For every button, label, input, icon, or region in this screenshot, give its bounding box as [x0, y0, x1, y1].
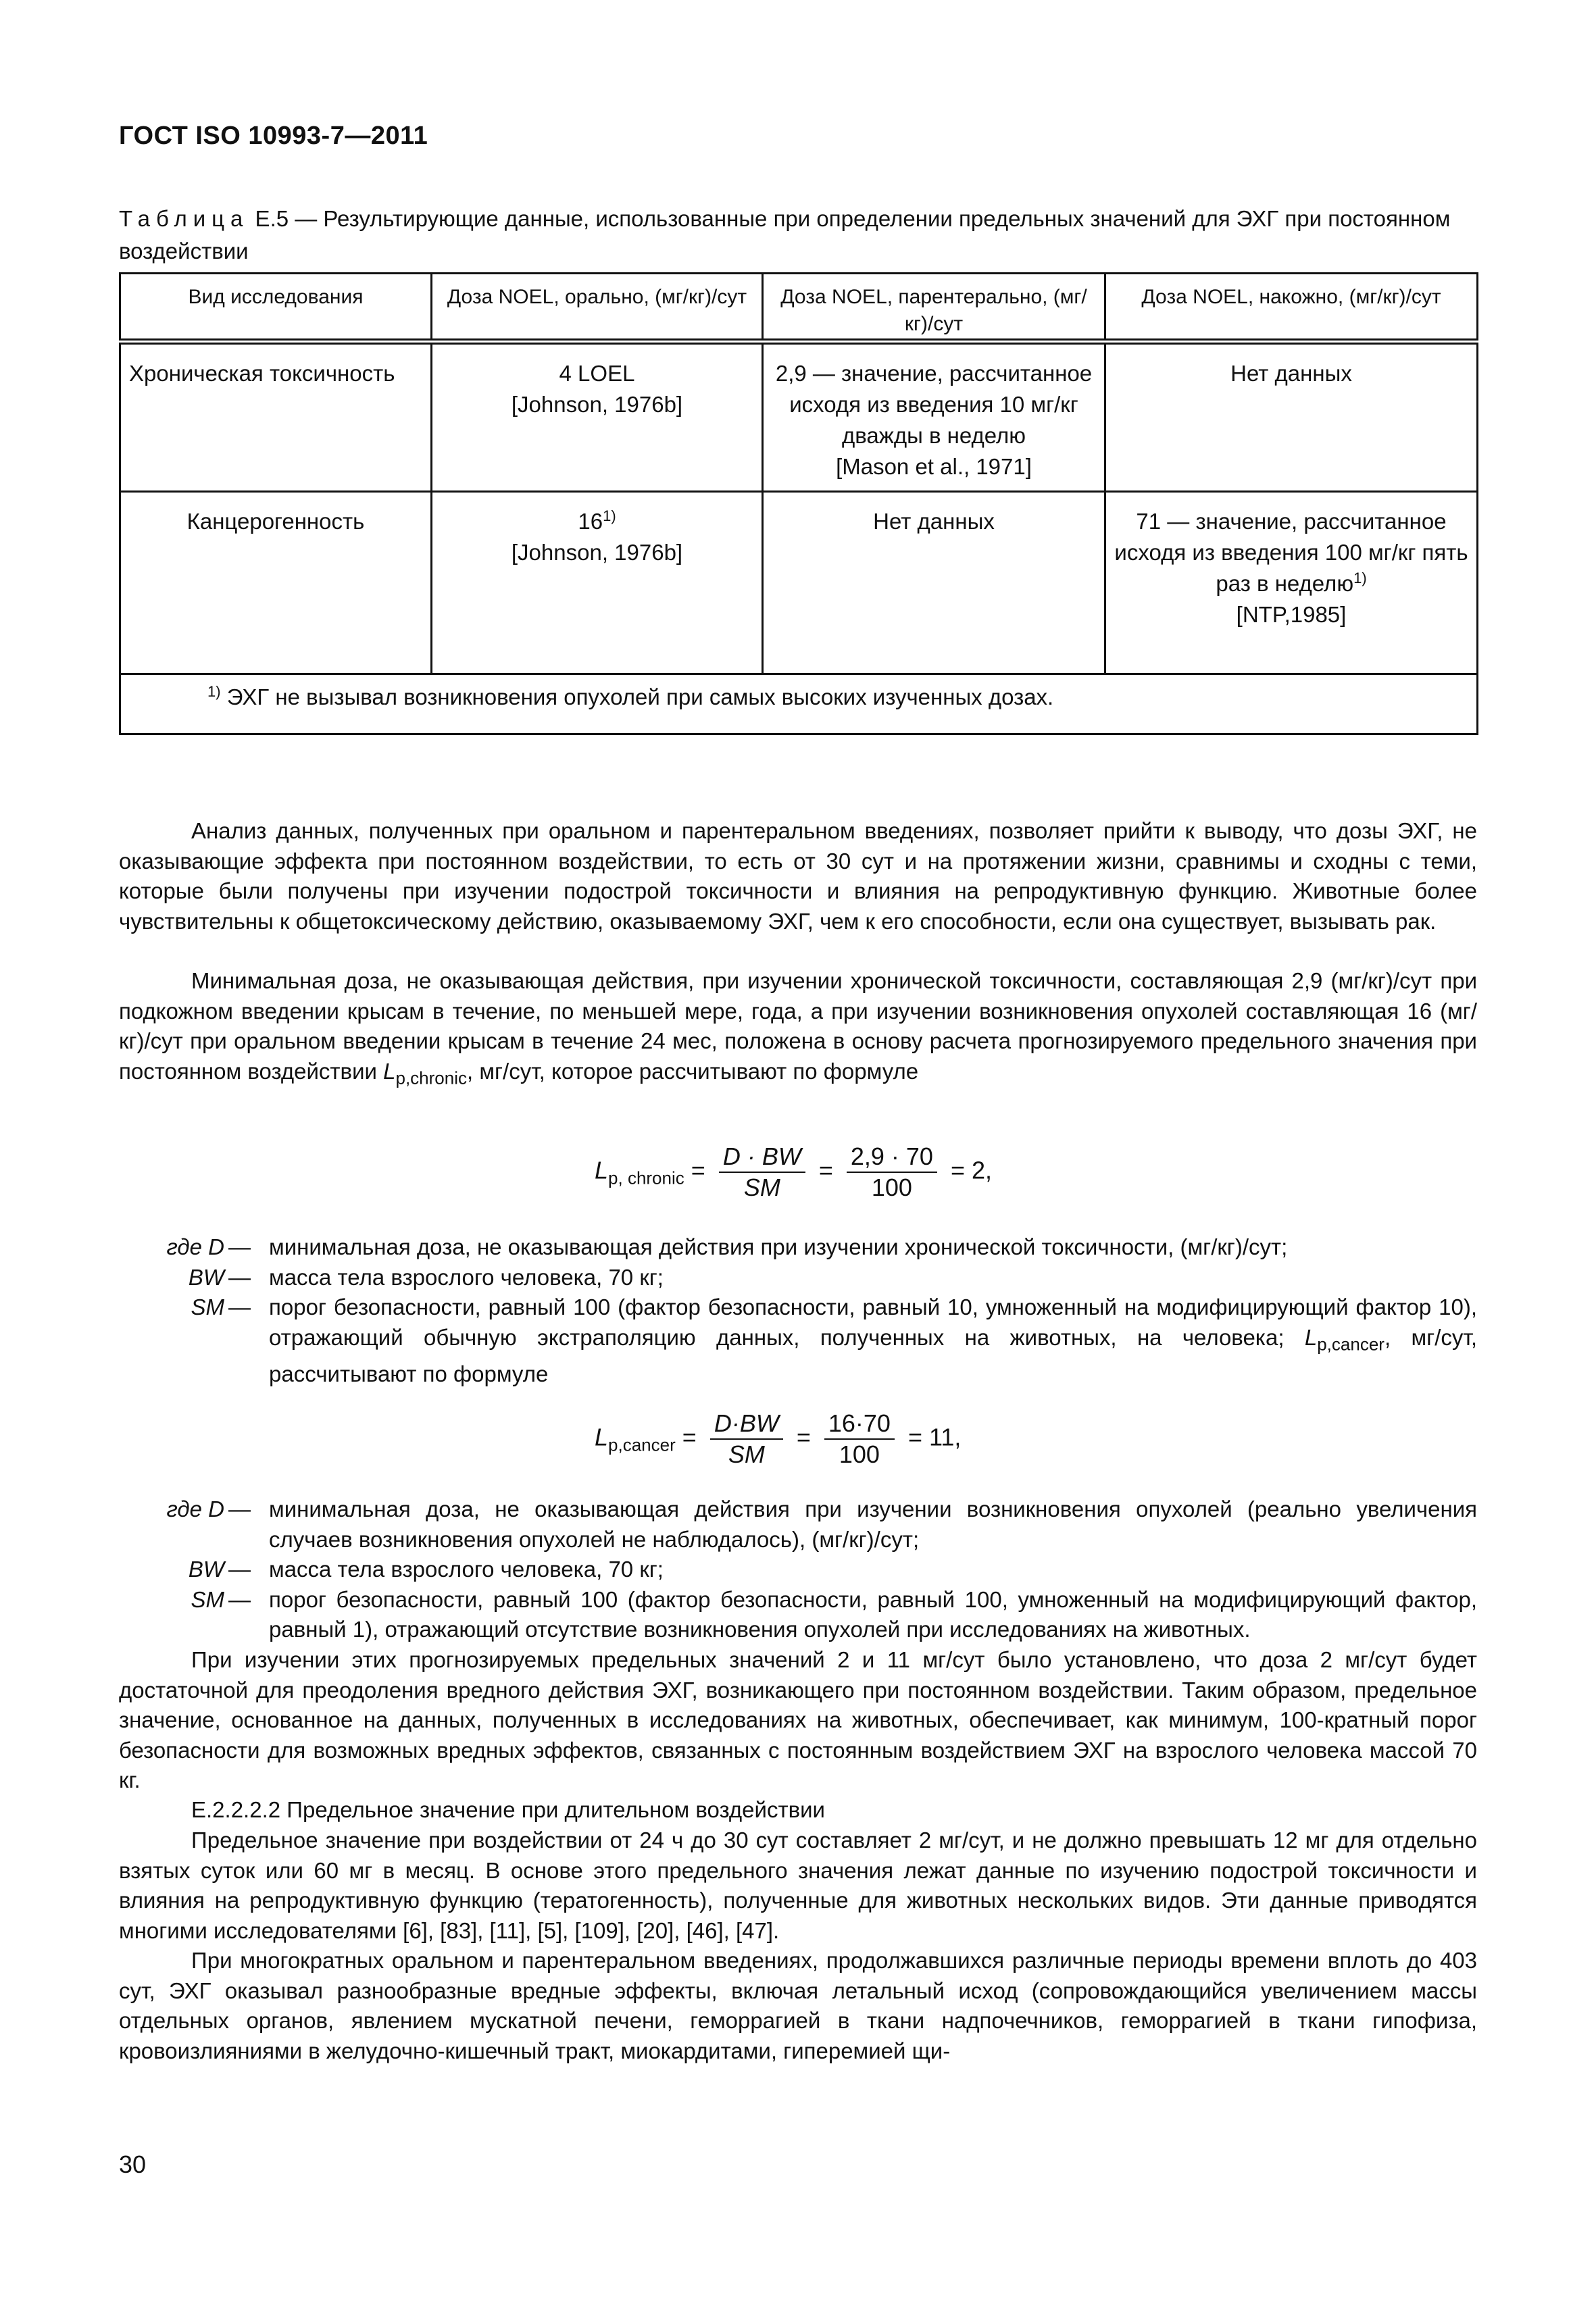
def-symbol: SM	[191, 1294, 224, 1319]
formula-num: 16·70	[824, 1409, 895, 1440]
table-row	[120, 492, 1478, 674]
paragraph-min-dose	[119, 966, 1477, 1093]
formula-lhs-sub: p, chronic	[608, 1167, 684, 1188]
page-number: 30	[119, 2150, 147, 2178]
formula-fraction	[719, 1142, 805, 1203]
cell-parenteral: Нет данных	[763, 492, 1105, 674]
formula-den: 100	[871, 1174, 912, 1201]
table-caption	[119, 203, 1477, 268]
table-footnote-row	[120, 674, 1478, 734]
caption-label: Таблица	[119, 206, 249, 231]
footnote-text: ЭХГ не вызывал возникновения опухолей при самых высоких изученных дозах.	[220, 684, 1054, 709]
cell-dermal	[1105, 492, 1478, 674]
def-dash: —	[228, 1234, 251, 1259]
footnote-ref: 1)	[1353, 570, 1367, 586]
formula-num: D·BW	[710, 1409, 783, 1440]
cell-oral	[432, 342, 763, 492]
cell-parenteral	[763, 342, 1105, 492]
def-tail-var: L	[1304, 1324, 1318, 1350]
cell-dermal-value: 71 — значение, рассчитанное исходя из введения 100 мг/кг пять раз в неделю	[1114, 509, 1468, 596]
section-heading: Е.2.2.2.2 Предельное значение при длительном воздействии	[191, 1797, 825, 1822]
formula-lhs: L	[595, 1156, 609, 1184]
def-dash: —	[228, 1294, 251, 1319]
formula-result: = 2,	[950, 1156, 993, 1184]
definitions-chronic	[119, 1232, 1477, 1389]
header-study-type: Вид исследования	[120, 274, 432, 342]
cell-oral-value: 16	[578, 509, 603, 534]
def-text: минимальная доза, не оказывающая действия при изучении возникновения опухолей (реально увеличения случаев возникновения опухолей не наблюдалось), (мг/кг)/сут;	[269, 1496, 1477, 1552]
formula-lhs-sub: p,cancer	[608, 1434, 676, 1455]
formula-den: 100	[839, 1440, 880, 1468]
def-symbol: BW	[188, 1557, 224, 1582]
formula-eq: =	[691, 1156, 705, 1184]
formula-den: SM	[743, 1174, 780, 1201]
formula-fraction	[710, 1409, 783, 1469]
formula-num: D · BW	[719, 1142, 805, 1173]
cell-dermal: Нет данных	[1105, 342, 1478, 492]
cell-oral-ref: [Johnson, 1976b]	[511, 540, 683, 565]
p2-sub: p,chronic	[395, 1067, 467, 1088]
header-dermal-dose: Доза NOEL, накожно, (мг/кг)/сут	[1105, 274, 1478, 342]
cell-oral	[432, 492, 763, 674]
formula-chronic	[595, 1142, 992, 1203]
p2-end: , мг/сут, которое рассчитывают по формуле	[466, 1058, 919, 1084]
def-dash: —	[228, 1264, 251, 1290]
page-header-title: ГОСТ ISO 10993-7—2011	[119, 122, 428, 150]
formula-cancer	[595, 1409, 961, 1469]
formula-fraction	[847, 1142, 937, 1203]
def-symbol: BW	[188, 1264, 224, 1290]
def-symbol: где D	[166, 1234, 224, 1259]
cell-study: Хроническая токсичность	[120, 342, 432, 492]
def-tail: , мг/сут, рассчитывают по формуле	[269, 1324, 1477, 1386]
def-text: минимальная доза, не оказывающая действия при изучении хронической токсичности, (мг/кг)/сут;	[269, 1234, 1288, 1259]
paragraph-long-exposure: Предельное значение при воздействии от 24 ч до 30 сут составляет 2 мг/сут, и не должно превышать 12 мг для отдельно взятых суток или 60 мг в месяц. В основе этого предельного значения лежат данные по изучению подострой токсичности и влияния на репродуктивную функцию (тератогенность), полученные для животных нескольких видов. Эти данные приводятся многими исследователями [6], [83], [11], [5], [109], [20], [46], [47].	[119, 1828, 1477, 1943]
def-text: масса тела взрослого человека, 70 кг;	[269, 1264, 664, 1290]
definition-row	[119, 1232, 1477, 1263]
cell-study: Канцерогенность	[120, 492, 432, 674]
p2-var: L	[383, 1058, 396, 1084]
cell-parenteral-ref: [Mason et al., 1971]	[836, 454, 1032, 479]
table-row	[120, 342, 1478, 492]
cell-dermal-ref: [NTP,1985]	[1236, 602, 1347, 627]
def-text	[269, 1292, 1477, 1389]
cell-oral-value: 4 LOEL	[559, 361, 635, 386]
formula-eq: =	[796, 1423, 811, 1451]
caption-text: Е.5 — Результирующие данные, использованные при определении предельных значений для ЭХГ при постоянном воздействии	[119, 206, 1451, 263]
footnote-mark: 1)	[207, 683, 221, 700]
formula-result: = 11,	[907, 1423, 962, 1451]
def-dash: —	[228, 1557, 251, 1582]
cell-parenteral-value: 2,9 — значение, рассчитанное исходя из введения 10 мг/кг дважды в неделю	[775, 361, 1093, 448]
def-text-main: порог безопасности, равный 100 (фактор безопасности, равный 10, умноженный на модифицирующий фактор 10), отражающий обычную экстраполяцию данных, полученных на животных, на человека;	[269, 1294, 1477, 1350]
definitions-cancer	[119, 1494, 1477, 1645]
footnote-ref: 1)	[603, 507, 616, 524]
table-header-row	[120, 274, 1478, 342]
p2-text: Минимальная доза, не оказывающая действия, при изучении хронической токсичности, составляющая 2,9 (мг/кг)/сут при подкожном введении крысам в течение, по меньшей мере, года, а при изучении возникновения опухолей составляющая 16 (мг/кг)/сут при оральном введении крысам в течение 24 мес, положена в основу расчета прогнозируемого предельного значения при постоянном воздействии	[119, 968, 1477, 1084]
definition-row	[119, 1585, 1477, 1645]
header-parenteral-dose: Доза NOEL, парентерально, (мг/кг)/сут	[763, 274, 1105, 342]
definition-row	[119, 1555, 1477, 1585]
definition-row	[119, 1263, 1477, 1293]
paragraph-analysis: Анализ данных, полученных при оральном и парентеральном введениях, позволяет прийти к выводу, что дозы ЭХГ, не оказывающие эффекта при постоянном воздействии, то есть от 30 сут и на протяжении жизни, сравнимы и сходны с теми, которые были получены при изучении подострой токсичности и влияния на репродуктивную функцию. Животные более чувствительны к общетоксическому действию, оказываемому ЭХГ, чем к его способности, если она существует, вызывать рак.	[119, 818, 1477, 934]
def-text: порог безопасности, равный 100 (фактор безопасности, равный 100, умноженный на модифицирующий фактор, равный 1), отражающий отсутствие возникновения опухолей при исследованиях на животных.	[269, 1586, 1477, 1642]
definition-row	[119, 1292, 1477, 1389]
results-table	[119, 272, 1478, 735]
def-dash: —	[228, 1586, 251, 1612]
def-text: масса тела взрослого человека, 70 кг;	[269, 1557, 664, 1582]
def-dash: —	[228, 1496, 251, 1521]
formula-eq: =	[818, 1156, 833, 1184]
table-footnote	[120, 674, 1478, 734]
formula-eq: =	[682, 1423, 697, 1451]
def-tail-sub: p,cancer	[1317, 1334, 1385, 1355]
definition-row	[119, 1494, 1477, 1555]
formula-fraction	[824, 1409, 895, 1469]
formula-den: SM	[728, 1440, 765, 1468]
header-oral-dose: Доза NOEL, орально, (мг/кг)/сут	[432, 274, 763, 342]
formula-lhs: L	[595, 1423, 609, 1451]
paragraph-repeated-exposure: При многократных оральном и парентеральном введениях, продолжавшихся различные периоды времени вплоть до 403 сут, ЭХГ оказывал разнообразные вредные эффекты, включая летальный исход (сопровождающийся увеличением массы отдельных органов, явлением мускатной печени, геморрагией в ткани надпочечников, геморрагией в ткани гипофиза, кровоизлияниями в желудочно-кишечный тракт, миокардитами, гиперемией щи-	[119, 1948, 1477, 2063]
def-symbol: где D	[166, 1496, 224, 1521]
cell-oral-ref: [Johnson, 1976b]	[511, 392, 683, 417]
formula-num: 2,9 · 70	[847, 1142, 937, 1173]
def-symbol: SM	[191, 1586, 224, 1612]
paragraph-conclusion: При изучении этих прогнозируемых предельных значений 2 и 11 мг/сут было установлено, что доза 2 мг/сут будет достаточной для преодоления вредного действия ЭХГ, возникающего при постоянном воздействии. Таким образом, предельное значение, основанное на данных, полученных в исследованиях на животных, обеспечивает, как минимум, 100-кратный порог безопасности для возможных вредных эффектов, связанных с постоянным воздействием ЭХГ на взрослого человека массой 70 кг.	[119, 1647, 1477, 1792]
